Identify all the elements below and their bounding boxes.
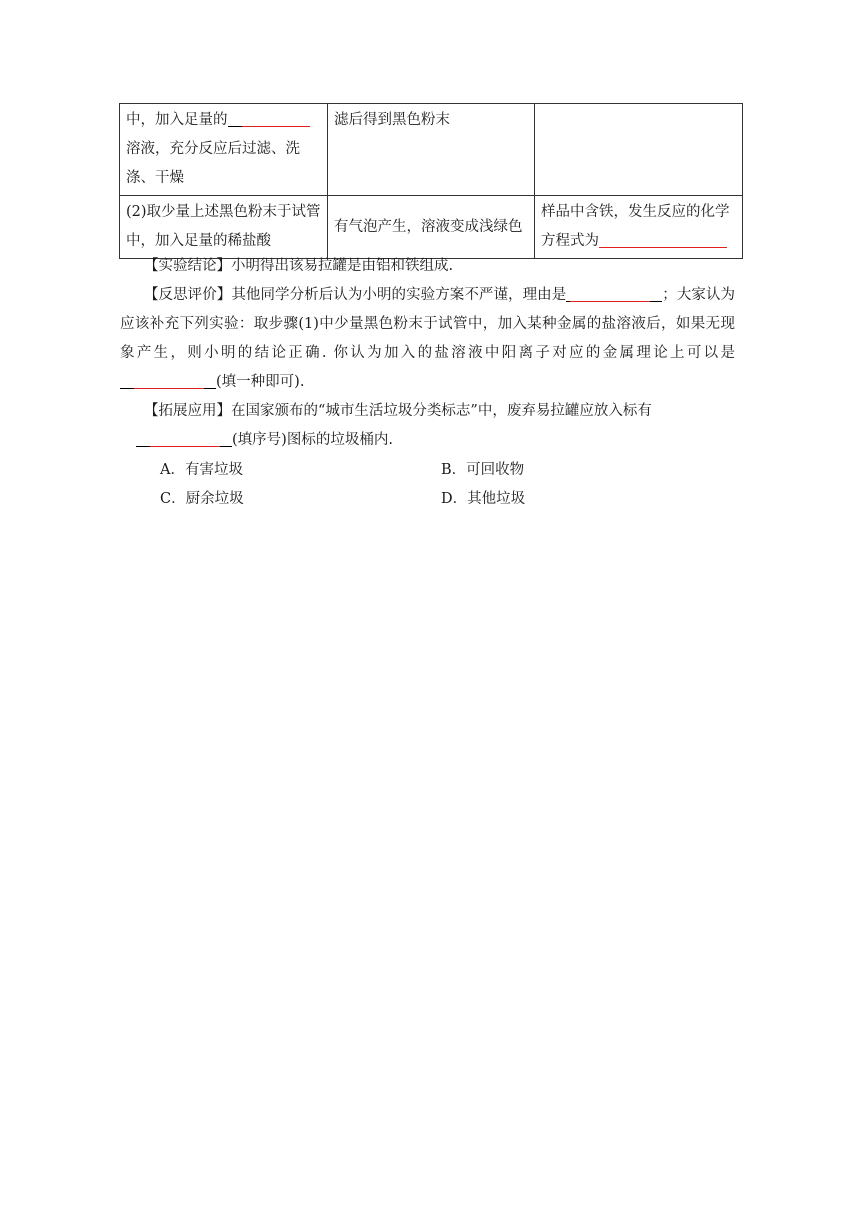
reflection-text1: 其他同学分析后认为小明的实验方案不严谨，理由是 [231,287,567,303]
step-text: (2)取少量上述黑色粉末于试管中，加入足量的稀盐酸 [126,204,321,249]
option-a[interactable]: A．有害垃圾 [160,462,243,478]
conclusion-text: 样品中含铁，发生反应的化学方程式为 [541,204,730,249]
conclusion-cell [535,196,743,259]
application-text2: (填序号)图标的垃圾桶内. [232,432,393,448]
answer-blank[interactable] [566,285,662,300]
reflection-text3: (填一种即可). [216,374,305,390]
phenomenon-cell [328,104,535,196]
step-text-line1: 中，加入足量的 [126,112,228,128]
phenomenon-text: 有气泡产生，溶液变成浅绿色 [334,218,523,235]
experiment-table [119,103,743,259]
section-label: 【反思评价】 [144,287,232,303]
answer-blank[interactable] [120,372,216,387]
reflection-text2: ；大家认为应该补充下列实验：取步骤(1)中少量黑色粉末于试管中，加入某种金属的盐溶液后，如果无现象产生，则小明的结论正确. 你认为加入的盐溶液中阳离子对应的金属理论上可以是 [120,287,736,361]
answer-blank[interactable] [228,110,310,125]
answer-blank[interactable] [599,231,727,246]
phenomenon-text: 滤后得到黑色粉末 [334,112,450,128]
table-row [120,196,743,259]
extended-application [120,397,735,455]
section-label: 【实验结论】 [144,258,231,274]
section-label: 【拓展应用】 [144,403,231,419]
option-d[interactable]: D．其他垃圾 [441,491,526,507]
step-text-line2: 溶液，充分反应后过滤、洗涤、干燥 [126,141,300,186]
step-cell [120,104,328,196]
experiment-conclusion [120,252,735,281]
reflection-evaluation [120,281,735,397]
option-c[interactable]: C．厨余垃圾 [160,491,244,507]
phenomenon-cell [328,196,535,259]
table-row [120,104,743,196]
application-text1: 在国家颁布的“城市生活垃圾分类标志”中，废弃易拉罐应放入标有 [231,403,652,419]
answer-blank[interactable] [136,430,232,445]
conclusion-cell [535,104,743,196]
step-cell [120,196,328,259]
option-b[interactable]: B．可回收物 [441,462,525,478]
conclusion-body: 小明得出该易拉罐是由铝和铁组成. [231,258,454,274]
